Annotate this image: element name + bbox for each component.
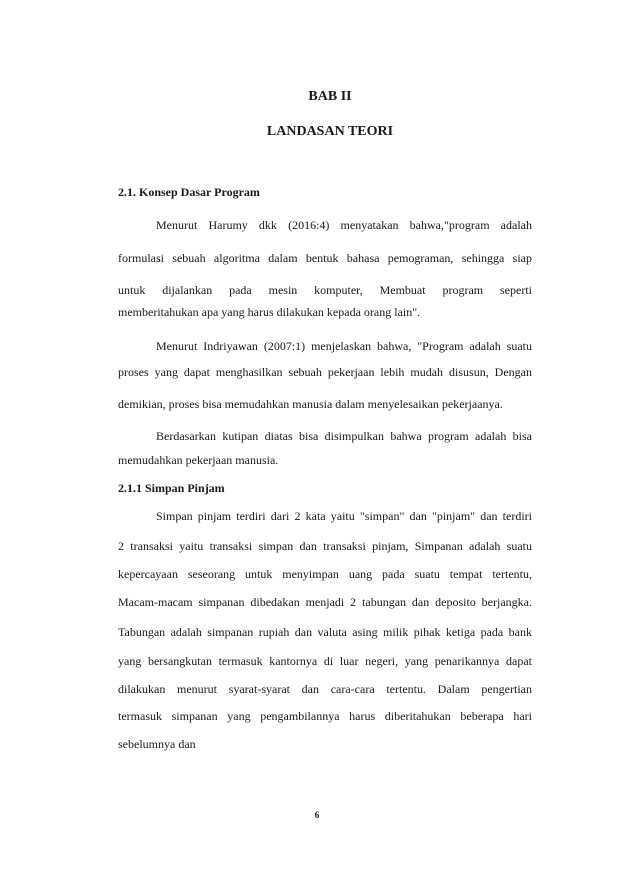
paragraph-line: kepercayaan seseorang untuk menyimpan uang pada suatu tempat tertentu,	[118, 567, 532, 581]
paragraph-line: memudahkan pekerjaan manusia.	[118, 453, 279, 467]
paragraph-line: Macam-macam simpanan dibedakan menjadi 2 tabungan dan deposito berjangka.	[118, 595, 532, 609]
paragraph-line: formulasi sebuah algoritma dalam bentuk bahasa pemograman, sehingga siap	[118, 251, 532, 265]
page-number: 6	[314, 810, 320, 820]
paragraph-line: memberitahukan apa yang harus dilakukan kepada orang lain".	[118, 305, 421, 319]
paragraph-line: dilakukan menurut syarat-syarat dan cara-cara tertentu. Dalam pengertian	[118, 682, 532, 696]
paragraph-line: untuk dijalankan pada mesin komputer, Membuat program seperti	[118, 283, 532, 297]
paragraph-line: Menurut Harumy dkk (2016:4) menyatakan bahwa,"program adalah	[156, 218, 532, 232]
paragraph-line: sebelumnya dan	[118, 737, 196, 751]
paragraph-line: demikian, proses bisa memudahkan manusia dalam menyelesaikan pekerjaanya.	[118, 397, 503, 411]
paragraph-line: Berdasarkan kutipan diatas bisa disimpulkan bahwa program adalah bisa	[156, 429, 532, 443]
paragraph-line: Menurut Indriyawan (2007:1) menjelaskan bahwa, "Program adalah suatu	[156, 339, 532, 353]
paragraph-line: termasuk simpanan yang pengambilannya harus diberitahukan beberapa hari	[118, 709, 532, 723]
chapter-number: BAB II	[308, 89, 352, 104]
section-heading-2-1: 2.1. Konsep Dasar Program	[118, 185, 260, 199]
chapter-title: LANDASAN TEORI	[266, 124, 394, 139]
paragraph-line: 2 transaksi yaitu transaksi simpan dan transaksi pinjam, Simpanan adalah suatu	[118, 539, 532, 553]
paragraph-line: Tabungan adalah simpanan rupiah dan valuta asing milik pihak ketiga pada bank	[118, 625, 532, 639]
paragraph-line: proses yang dapat menghasilkan sebuah pekerjaan lebih mudah disusun, Dengan	[118, 365, 532, 379]
paragraph-line: Simpan pinjam terdiri dari 2 kata yaitu "simpan" dan "pinjam" dan terdiri	[156, 509, 532, 523]
paragraph-line: yang bersangkutan termasuk kantornya di luar negeri, yang penarikannya dapat	[118, 654, 532, 668]
section-heading-2-1-1: 2.1.1 Simpan Pinjam	[118, 481, 225, 495]
